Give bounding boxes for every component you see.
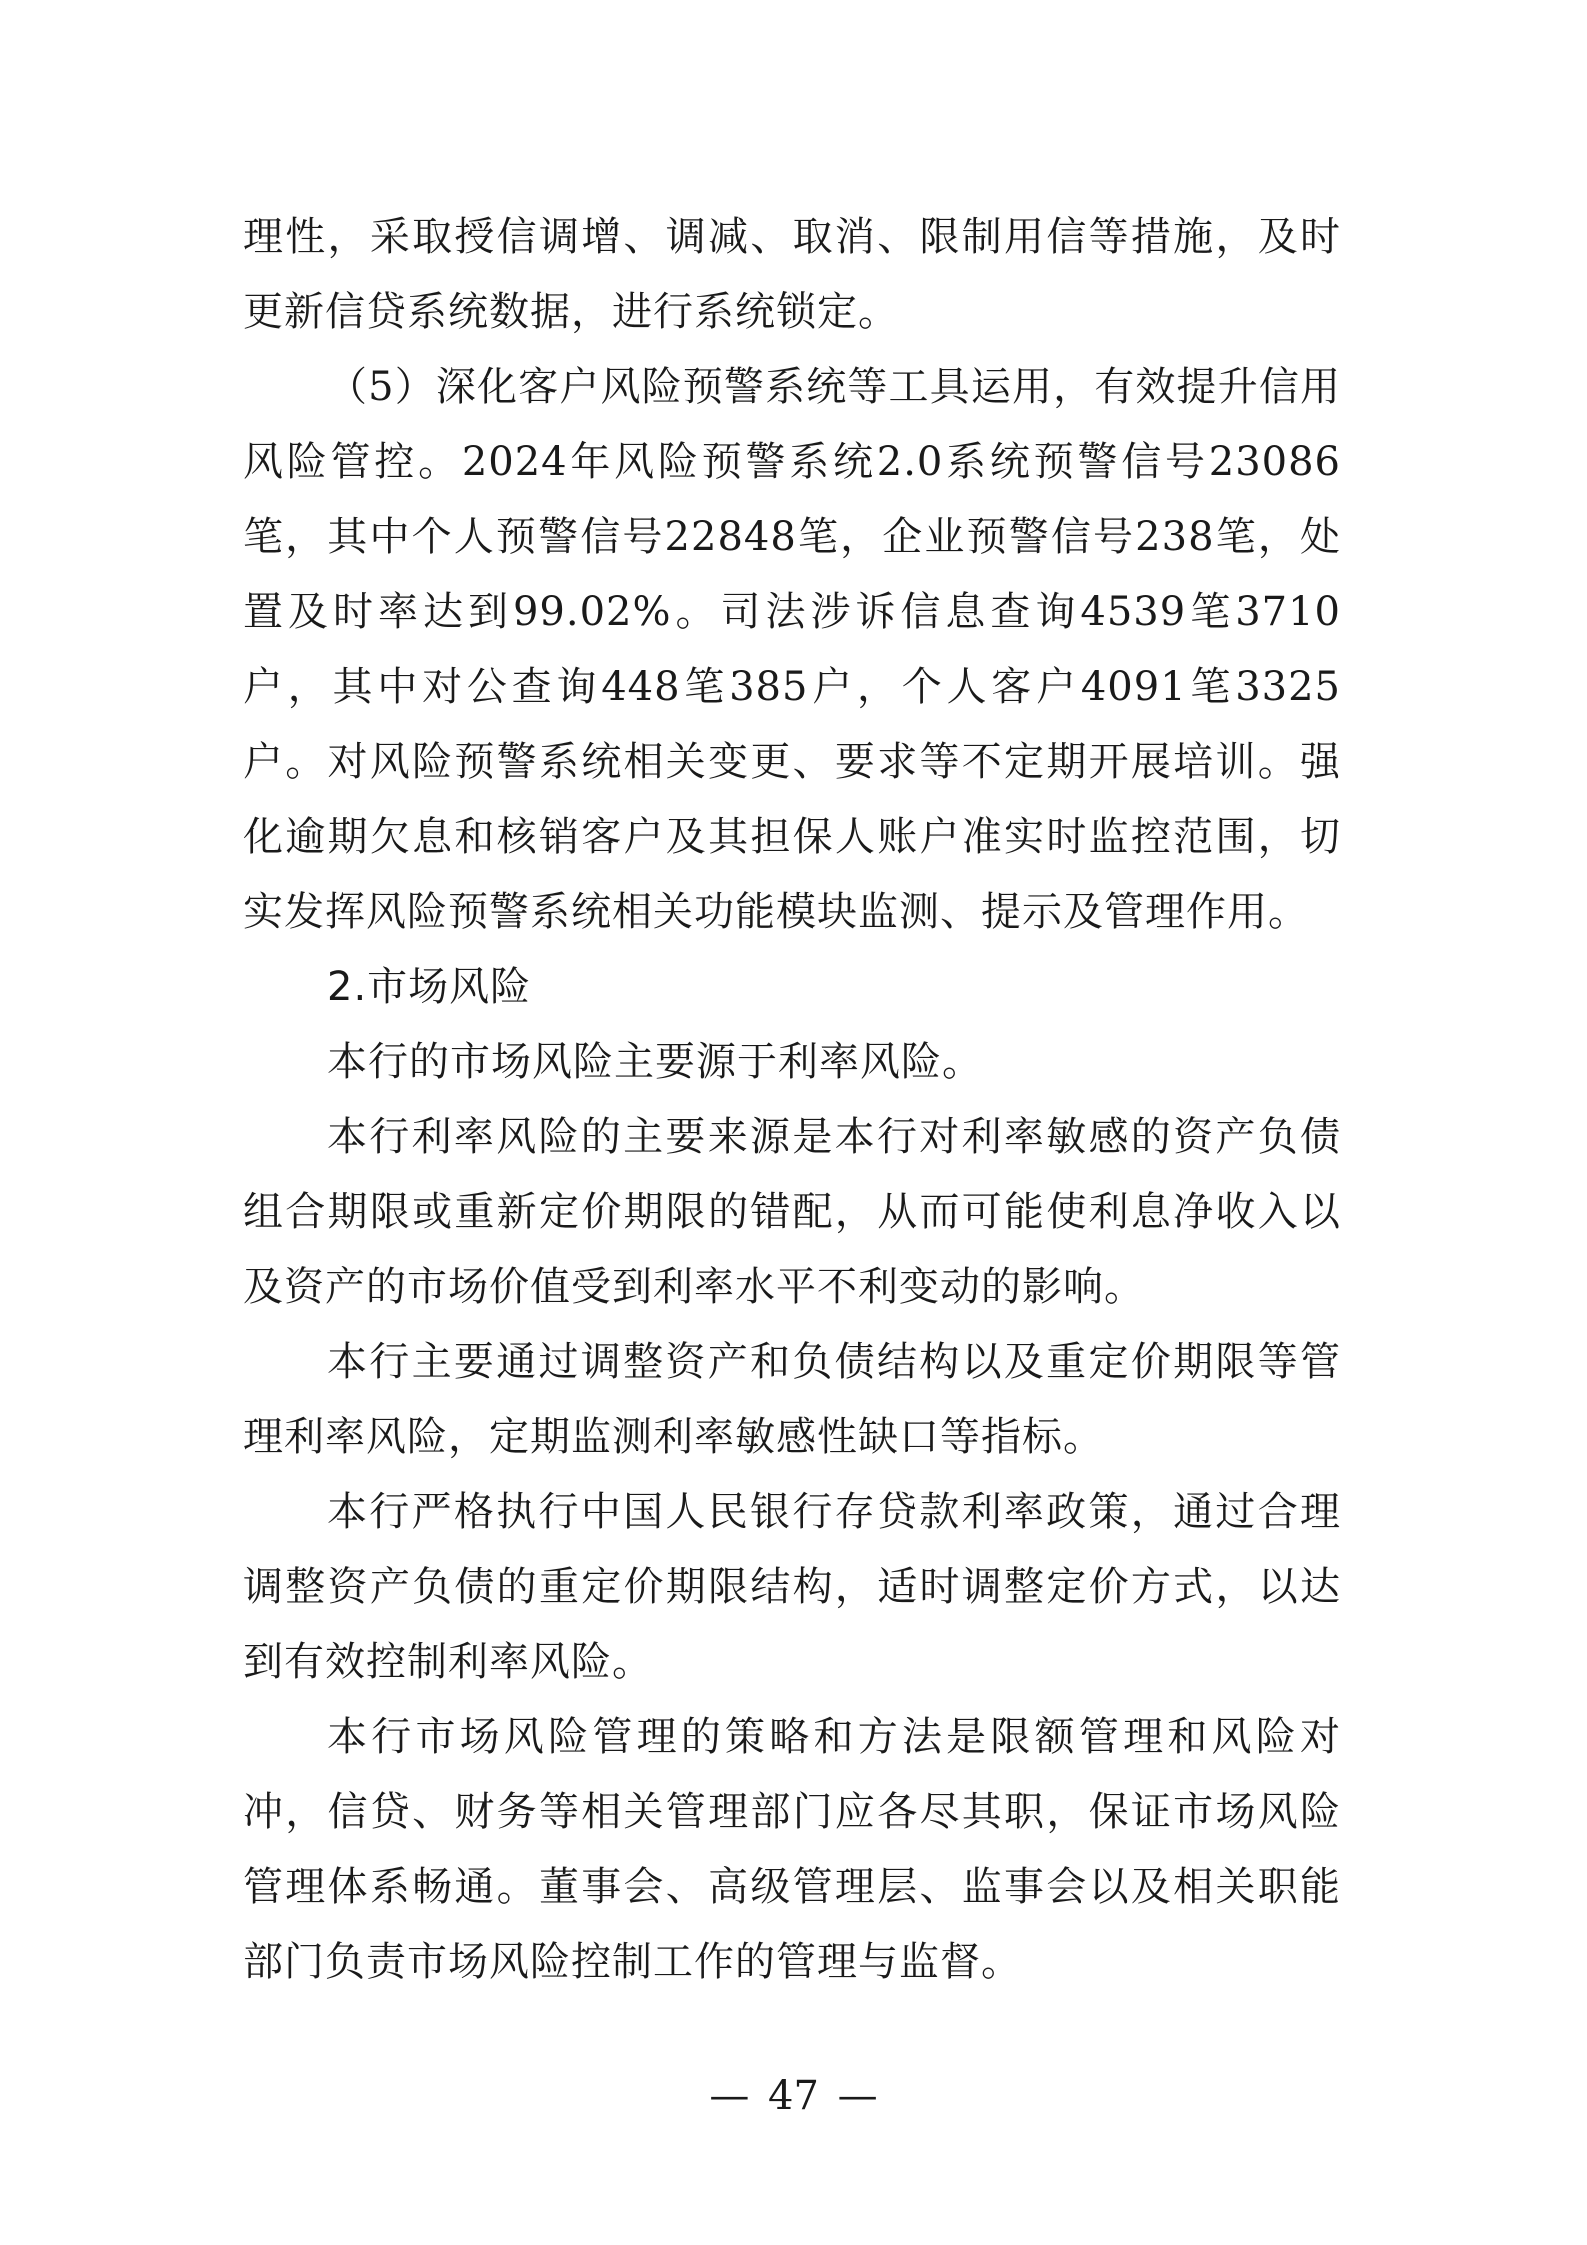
section-heading-market-risk: 2.市场风险 <box>327 964 532 1010</box>
paragraph-market-risk-source: 本行的市场风险主要源于利率风险。 <box>327 1039 983 1085</box>
page-footer <box>0 2068 1587 2124</box>
paragraph-interest-rate-risk-source: 本行利率风险的主要来源是本行对利率敏感的资产负债组合期限或重新定价期限的错配，从而可能使利息净收入以及资产的市场价值受到利率水平不利变动的影响。 <box>243 1114 1341 1310</box>
paragraph-risk-warning-system: （5）深化客户风险预警系统等工具运用，有效提升信用风险管控。2024年风险预警系统2.0系统预警信号23086笔，其中个人预警信号22848笔，企业预警信号238笔，处置及时率达到99.02%。司法涉诉信息查询4539笔3710户，其中对公查询448笔385户，个人客户4091笔3325户。对风险预警系统相关变更、要求等不定期开展培训。强化逾期欠息和核销客户及其担保人账户准实时监控范围，切实发挥风险预警系统相关功能模块监测、提示及管理作用。 <box>243 364 1341 935</box>
paragraph-interest-rate-management: 本行主要通过调整资产和负债结构以及重定价期限等管理利率风险，定期监测利率敏感性缺口等指标。 <box>243 1339 1341 1460</box>
footer-dash-left: — <box>709 2073 750 2119</box>
footer-dash-right: — <box>837 2073 878 2119</box>
document-body <box>243 200 1341 2000</box>
page-number: 47 <box>768 2073 819 2119</box>
paragraph-continuation: 理性，采取授信调增、调减、取消、限制用信等措施，及时更新信贷系统数据，进行系统锁定。 <box>243 214 1341 335</box>
paragraph-rate-policy: 本行严格执行中国人民银行存贷款利率政策，通过合理调整资产负债的重定价期限结构，适时调整定价方式，以达到有效控制利率风险。 <box>243 1489 1341 1685</box>
paragraph-market-risk-strategy: 本行市场风险管理的策略和方法是限额管理和风险对冲，信贷、财务等相关管理部门应各尽其职，保证市场风险管理体系畅通。董事会、高级管理层、监事会以及相关职能部门负责市场风险控制工作的管理与监督。 <box>243 1714 1341 1985</box>
